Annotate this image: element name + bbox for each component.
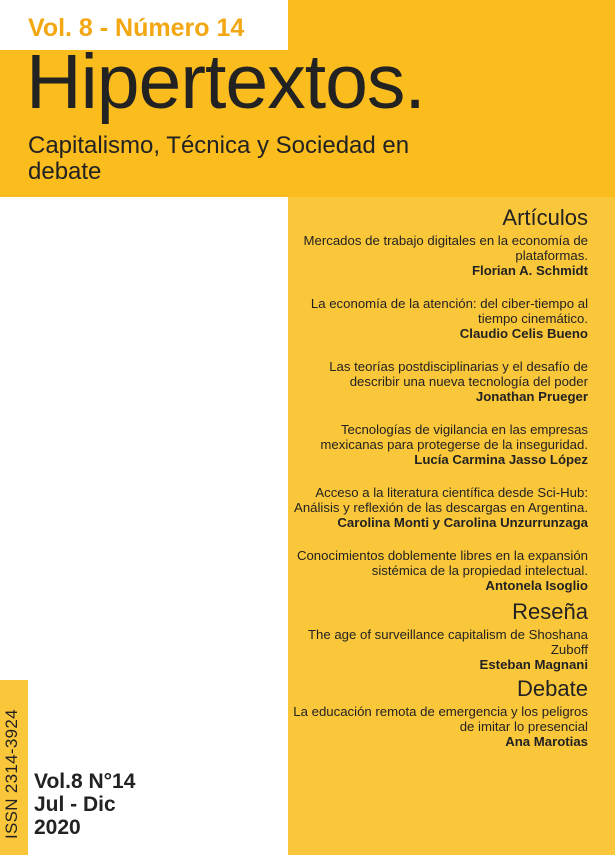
journal-title: Hipertextos.	[26, 39, 425, 125]
toc-entry	[288, 704, 588, 749]
entry-title: Conocimientos doblemente libres en la expansión sistémica de la propiedad intelectual.	[296, 548, 588, 578]
entry-title: The age of surveillance capitalism de Shoshana Zuboff	[307, 627, 588, 657]
left-white-area	[0, 197, 288, 855]
entry-title: Las teorías postdisciplinarias y el desafío de describir una nueva tecnología del poder	[329, 359, 588, 389]
toc-entry	[288, 296, 588, 341]
section-heading-resena: Reseña	[512, 599, 588, 624]
toc-entry	[288, 422, 588, 467]
toc-entry	[288, 548, 588, 593]
journal-subtitle: Capitalismo, Técnica y Sociedad en debate	[28, 132, 410, 185]
entry-author: Florian A. Schmidt	[471, 263, 588, 278]
entry-author: Jonathan Prueger	[475, 389, 588, 404]
entry-title: Mercados de trabajo digitales en la economía de plataformas.	[303, 233, 588, 263]
toc-entry	[288, 359, 588, 404]
toc-entry	[288, 485, 588, 530]
issue-year: 2020	[34, 816, 81, 839]
toc-entry	[288, 233, 588, 278]
issue-period: Jul - Dic	[34, 793, 116, 816]
entry-author: Claudio Celis Bueno	[459, 326, 588, 341]
entry-title: Tecnologías de vigilancia en las empresas mexicanas para protegerse de la inseguridad.	[320, 422, 588, 452]
entry-author: Esteban Magnani	[479, 657, 588, 672]
entry-author: Lucía Carmina Jasso López	[414, 452, 588, 467]
section-heading-articulos: Artículos	[502, 205, 588, 230]
entry-title: Acceso a la literatura científica desde Sci-Hub: Análisis y reflexión de las descargas en Argentina.	[294, 485, 588, 515]
entry-author: Carolina Monti y Carolina Unzurrunzaga	[337, 515, 588, 530]
section-heading-debate: Debate	[517, 676, 588, 701]
volume-number: Vol. 8 - Número 14	[28, 14, 245, 42]
entry-author: Antonela Isoglio	[485, 578, 588, 593]
issue-volume: Vol.8 N°14	[34, 770, 136, 793]
table-of-contents	[288, 205, 588, 767]
issn-label: ISSN 2314-3924	[2, 709, 21, 839]
toc-entry	[288, 627, 588, 672]
issue-info	[34, 770, 135, 839]
entry-author: Ana Marotias	[505, 734, 588, 749]
entry-title: La economía de la atención: del ciber-tiempo al tiempo cinemático.	[310, 296, 588, 326]
entry-title: La educación remota de emergencia y los peligros de imitar lo presencial	[293, 704, 588, 734]
